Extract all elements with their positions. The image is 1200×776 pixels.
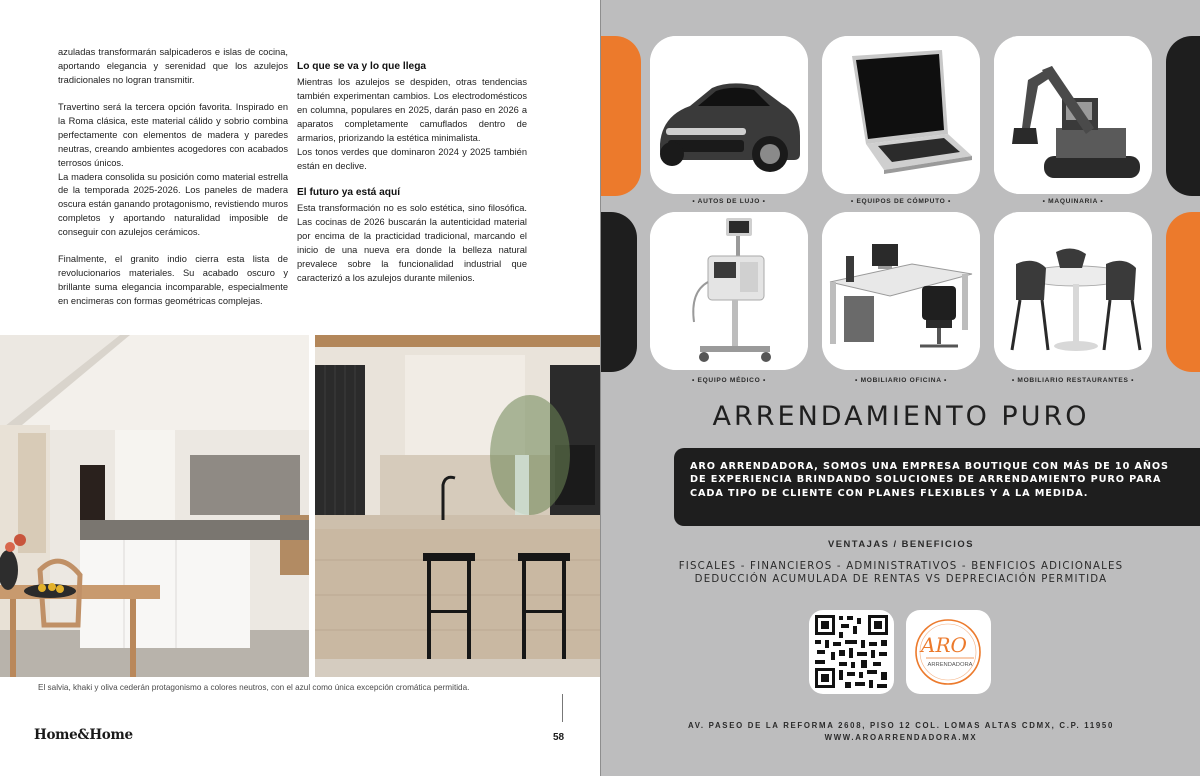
kitchen-photo-white — [0, 335, 309, 677]
advertisement-page — [600, 0, 1200, 776]
company-logo — [906, 610, 991, 694]
black-side-shape — [600, 212, 637, 372]
qr-code-icon — [809, 610, 894, 694]
article-column-2 — [297, 60, 527, 286]
qr-code[interactable] — [809, 610, 894, 694]
medical-tile — [650, 212, 808, 370]
tile-label: • MOBILIARIO OFICINA • — [855, 377, 947, 384]
section-heading: El futuro ya está aquí — [297, 186, 401, 198]
article-paragraph: Mientras los azulejos se despiden, otras tendencias también experimentan cambios. Los electrodomésticos en columna, populares en 2025, darán paso en 2026 a aparatos completamente camuflados dentro de armarios, priorizando la estética minimalista. — [297, 77, 527, 144]
logo-subtitle: ARRENDADORA — [927, 662, 973, 668]
article-paragraph: Los tonos verdes que dominaron 2024 y 2025 también están en declive. — [297, 146, 527, 171]
excavator-icon — [994, 36, 1152, 194]
orange-side-shape — [1166, 212, 1200, 372]
article-paragraph: La madera consolida su posición como material estrella de la temporada 2025-2026. Los paneles de madera oscura están ganando protagonismo, revistiendo muros completos y aportando naturalidad imposible de conseguir con azulejos cerámicos. — [58, 171, 288, 238]
section-heading: Lo que se va y lo que llega — [297, 61, 427, 72]
tile-label: • MAQUINARIA • — [1042, 198, 1104, 205]
company-description: , SOMOS UNA EMPRESA BOUTIQUE CON MÁS DE 10 AÑOS DE EXPERIENCIA BRINDANDO SOLUCIONES DE ARRENDAMIENTO PURO PARA CADA TIPO DE CLIENTE CON PLANES FLEXIBLES Y A LA MEDIDA. — [690, 461, 1169, 499]
article-paragraph: Esta transformación no es solo estética, sino filosófica. Las cocinas de 2026 buscarán la autenticidad material por encima de la practicidad tradicional, marcando el inicio de una nueva era donde la belleza natural prevalece sobre la funcionalidad industrial que caracterizó a los azulejos durante milenios. — [297, 203, 527, 283]
article-paragraph: azuladas transformarán salpicaderos e islas de cocina, aportando elegancia y serenidad que los azulejos tradicionales no logran transmitir. — [58, 47, 288, 85]
medical-equipment-icon — [650, 212, 808, 370]
orange-side-shape — [600, 36, 641, 196]
laptop-icon — [822, 36, 980, 194]
car-tile — [650, 36, 808, 194]
kitchen-photo-travertine — [315, 335, 600, 677]
divider — [562, 694, 563, 722]
article-column-1 — [58, 46, 288, 309]
laptop-tile — [822, 36, 980, 194]
tile-label: • EQUIPO MÉDICO • — [691, 377, 767, 384]
article-paragraph: Finalmente, el granito indio cierra esta lista de revolucionarios materiales. Su acabado oscuro y brillante suma elegancia incomparable, especialmente en encimeras con formas geométricas complejas. — [58, 254, 288, 306]
car-icon — [650, 36, 808, 194]
address: AV. PASEO DE LA REFORMA 2608, PISO 12 COL. LOMAS ALTAS CDMX, C.P. 11950 — [687, 721, 1114, 730]
magazine-logo: Home&Home — [34, 727, 133, 743]
benefits-detail: DEDUCCIÓN ACUMULADA DE RENTAS VS DEPRECIACIÓN PERMITIDA — [694, 574, 1108, 585]
machinery-tile — [994, 36, 1152, 194]
tile-label: • EQUIPOS DE CÓMPUTO • — [850, 198, 952, 205]
article-paragraph: Travertino será la tercera opción favorita. Inspirado en la Roma clásica, este material cálido y sobrio combina perfectamente con elementos de madera y paredes neutras, creando ambientes acogedores con acabados terrosos únicos. — [58, 101, 288, 168]
office-desk-icon — [822, 212, 980, 370]
ad-headline: ARRENDAMIENTO PURO — [712, 401, 1090, 432]
benefits-title: VENTAJAS / BENEFICIOS — [828, 538, 974, 549]
tile-label: • AUTOS DE LUJO • — [692, 198, 766, 205]
office-furniture-tile — [822, 212, 980, 370]
black-side-shape — [1166, 36, 1200, 196]
tile-label: • MOBILIARIO RESTAURANTES • — [1011, 377, 1135, 384]
company-name: ARO ARRENDADORA — [690, 461, 815, 472]
company-description-band — [674, 448, 1200, 526]
logo-mark: ARO — [921, 633, 967, 657]
restaurant-table-icon — [994, 212, 1152, 370]
photo-caption: El salvia, khaki y oliva cederán protagonismo a colores neutros, con el azul como única excepción cromática permitida. — [38, 683, 470, 692]
page-number: 58 — [553, 732, 565, 743]
website-link[interactable]: WWW.AROARRENDADORA.MX — [824, 733, 978, 742]
restaurant-furniture-tile — [994, 212, 1152, 370]
benefits-list: FISCALES - FINANCIEROS - ADMINISTRATIVOS - BENFICIOS ADICIONALES — [678, 561, 1124, 572]
